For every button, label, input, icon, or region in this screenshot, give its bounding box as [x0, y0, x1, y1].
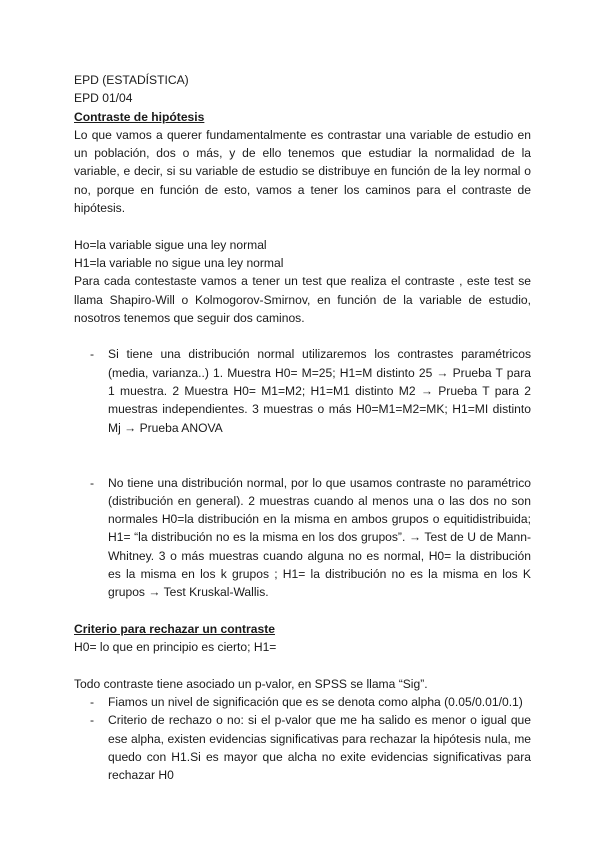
section-heading-contraste: Contraste de hipótesis: [74, 109, 205, 124]
spacer: [74, 327, 531, 345]
list-item-text: No tiene una distribución normal, por lo que usamos contraste no paramétrico (distribución en general). 2 muestras cuando al menos una o las dos no son normales H0=la distribución en la misma en ambos grupos o equitidistribuida; H1= “la distribución no es la misma en los dos grupos”. → Test de U de Mann- Whitney. 3 o más muestras cuando alguna no es normal, H0= la distribución es la misma en los k grupos ; H1= la distribución no es la misma en los K grupos → Test Kruskal-Wallis.: [108, 475, 531, 600]
criterio-line: H0= lo que en principio es cierto; H1=: [74, 640, 277, 655]
spacer: [74, 657, 531, 675]
spacer: [74, 437, 531, 455]
section-heading-criterio: Criterio para rechazar un contraste: [74, 621, 275, 636]
criterio-list: [74, 693, 531, 784]
pvalue-paragraph: Todo contraste tiene asociado un p-valor, en SPSS se llama “Sig”.: [74, 676, 428, 691]
bullet-dash: -: [90, 713, 95, 728]
course-title: EPD (ESTADÍSTICA): [74, 73, 189, 87]
alt-hypothesis: H1=la variable no sigue una ley normal: [74, 255, 284, 270]
null-hypothesis: Ho=la variable sigue una ley normal: [74, 237, 267, 252]
tests-paragraph: Para cada contestaste vamos a tener un test que realiza el contraste , este test se llama Shapiro-Will o Kolmogorov-Smirnov, en función de la variable de estudio, nosotros tenemos que seguir dos caminos.: [74, 274, 531, 325]
list-item-text: Fiamos un nivel de significación que es se denota como alpha (0.05/0.01/0.1): [108, 695, 523, 710]
spacer: [74, 455, 531, 473]
spacer: [74, 602, 531, 620]
list-item: [74, 711, 531, 784]
session-label: EPD 01/04: [74, 91, 133, 106]
bullet-dash: -: [90, 347, 95, 362]
list-item-text: Si tiene una distribución normal utilizaremos los contrastes paramétricos (media, varianza..) 1. Muestra H0= M=25; H1=M distinto 25 → Prueba T para 1 muestra. 2 Muestra H0= M1=M2; H1=M1 distinto M2 → Prueba T para 2 muestras independientes. 3 muestras o más H0=M1=M2=MK; H1=MI distinto Mj → Prueba ANOVA: [108, 347, 531, 435]
spacer: [74, 217, 531, 235]
bullet-dash: -: [90, 695, 95, 710]
list-item: [74, 693, 531, 711]
paths-list: [74, 345, 531, 601]
list-item: [74, 474, 531, 602]
list-item-text: Criterio de rechazo o no: si el p-valor que me ha salido es menor o igual que ese alpha, existen evidencias significativas para rechazar la hipótesis nula, me quedo con H1.Si es mayor que alcha no exite evidencias significativas para rechazar H0: [108, 713, 531, 783]
bullet-dash: -: [90, 475, 95, 490]
list-item: [74, 345, 531, 436]
intro-paragraph: Lo que vamos a querer fundamentalmente es contrastar una variable de estudio en un población, dos o más, y de ello tenemos que estudiar la normalidad de la variable, e decir, si su variable de estudio se distribuye en función de la ley normal o no, porque en función de esto, vamos a tener los caminos para el contraste de hipótesis.: [74, 127, 531, 216]
document-page: [74, 71, 531, 785]
